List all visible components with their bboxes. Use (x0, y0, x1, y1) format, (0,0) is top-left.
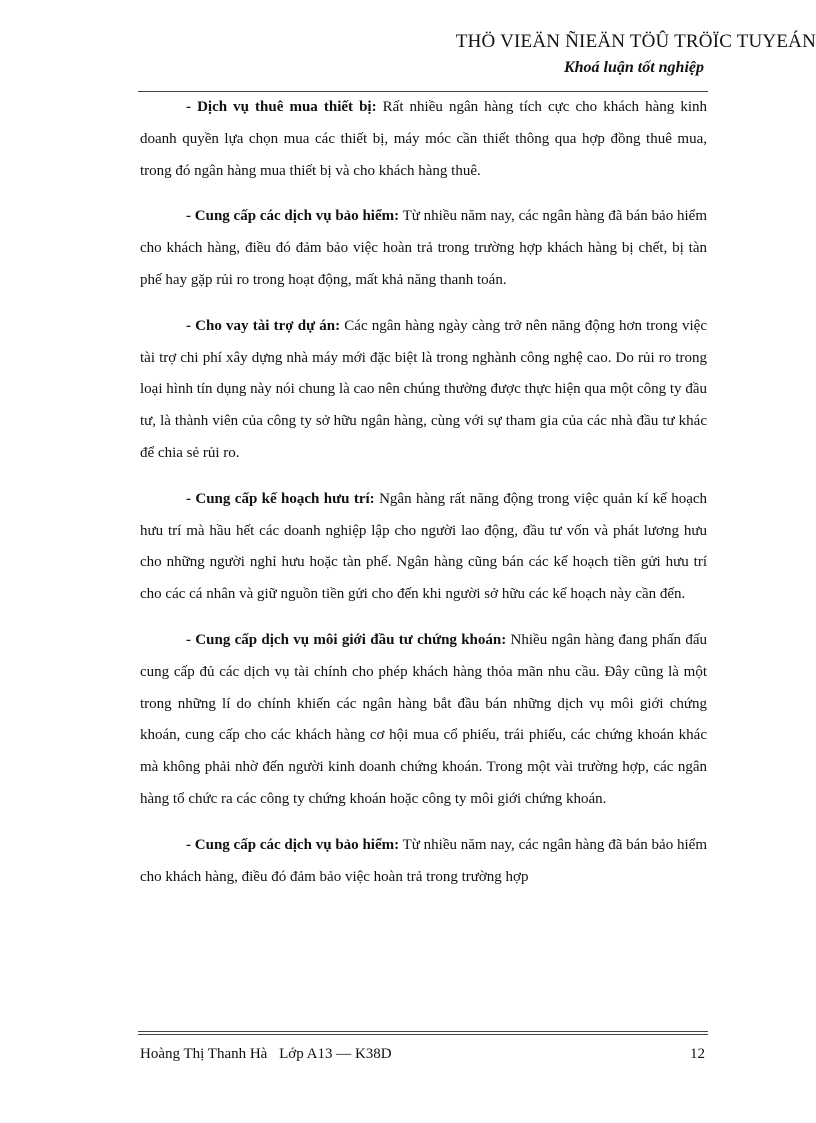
paragraph-term: - Dịch vụ thuê mua thiết bị: (186, 99, 377, 115)
paragraph-text: Các ngân hàng ngày càng trở nên năng động hơn trong việc tài trợ chi phí xây dựng nhà máy mới đặc biệt là trong nghành công nghệ cao. Do rủi ro trong loại hình tín dụng này nói chung là cao nên chúng thường được thực hiện qua một công ty đầu tư, là thành viên của công ty sở hữu ngân hàng, cùng với sự tham gia của các nhà đầu tư khác để chia sẻ rủi ro. (140, 317, 707, 461)
paragraph-term: - Cung cấp dịch vụ môi giới đầu tư chứng khoán: (186, 631, 507, 648)
paragraph-term: - Cung cấp các dịch vụ bảo hiểm: (186, 208, 400, 225)
paragraph-term: - Cho vay tài trợ dự án: (186, 317, 341, 334)
footer-class: Lớp A13 — K38D (279, 1046, 392, 1062)
body-content (140, 92, 707, 907)
footer-divider (138, 1031, 708, 1032)
paragraph-insurance-services (140, 201, 707, 296)
paragraph-brokerage-services (140, 625, 707, 816)
paragraph-text: Rất nhiều ngân hàng tích cực cho khách hàng kinh doanh quyền lựa chọn mua các thiết bị, máy móc cần thiết thông qua hợp đồng thuê mua, trong đó ngân hàng mua thiết bị và cho khách hàng thuê. (140, 99, 707, 179)
page-footer (140, 1044, 707, 1064)
paragraph-insurance-services-repeat (140, 830, 707, 894)
paragraph-term: - Cung cấp các dịch vụ bảo hiểm: (186, 836, 400, 853)
paragraph-text: Ngân hàng rất năng động trong việc quản kí kế hoạch hưu trí mà hầu hết các doanh nghiệp lập cho người lao động, đầu tư vốn và phát lương hưu cho những người nghỉ hưu hoặc tàn phế. Ngân hàng cũng bán các kế hoạch tiền gửi hưu trí cho các cá nhân và giữ nguồn tiền gửi cho đến khi người sở hữu các kế hoạch này cần đến. (140, 490, 708, 603)
paragraph-text: Nhiều ngân hàng đang phấn đấu cung cấp đủ các dịch vụ tài chính cho phép khách hàng thỏa mãn nhu cầu. Đây cũng là một trong những lí do chính khiến các ngân hàng bắt đầu bán những dịch vụ môi giới chứng khoán, cung cấp cho các khách hàng cơ hội mua cổ phiếu, trái phiếu, các chứng khoán khác mà không phải nhờ đến người kinh doanh chứng khoán. Trong một vài trường hợp, các ngân hàng tổ chức ra các công ty chứng khoán hoặc công ty môi giới chứng khoán. (140, 631, 707, 807)
site-name: THÖ VIEÄN ÑIEÄN TÖÛ TRÖÏC TUYEÁN (455, 31, 816, 52)
footer-divider-second (138, 1034, 708, 1035)
paragraph-text: Từ nhiều năm nay, các ngân hàng đã bán bảo hiểm cho khách hàng, điều đó đảm bảo việc hoàn trả trong trường hợp khách hàng bị chết, bị tàn phế hay gặp rủi ro trong hoạt động, mất khả năng thanh toán. (140, 208, 707, 288)
page-number: 12 (690, 1046, 705, 1062)
paragraph-text: Từ nhiều năm nay, các ngân hàng đã bán bảo hiểm cho khách hàng, điều đó đảm bảo việc hoàn trả trong trường hợp (140, 836, 707, 885)
footer-author: Hoàng Thị Thanh Hà (140, 1046, 268, 1062)
paragraph-term: - Cung cấp kế hoạch hưu trí: (186, 490, 375, 507)
page-header (256, 30, 816, 79)
document-subtitle: Khoá luận tốt nghiệp (563, 59, 704, 76)
paragraph-project-financing (140, 311, 707, 470)
paragraph-equipment-leasing (140, 92, 707, 187)
paragraph-retirement-plans (140, 484, 707, 611)
